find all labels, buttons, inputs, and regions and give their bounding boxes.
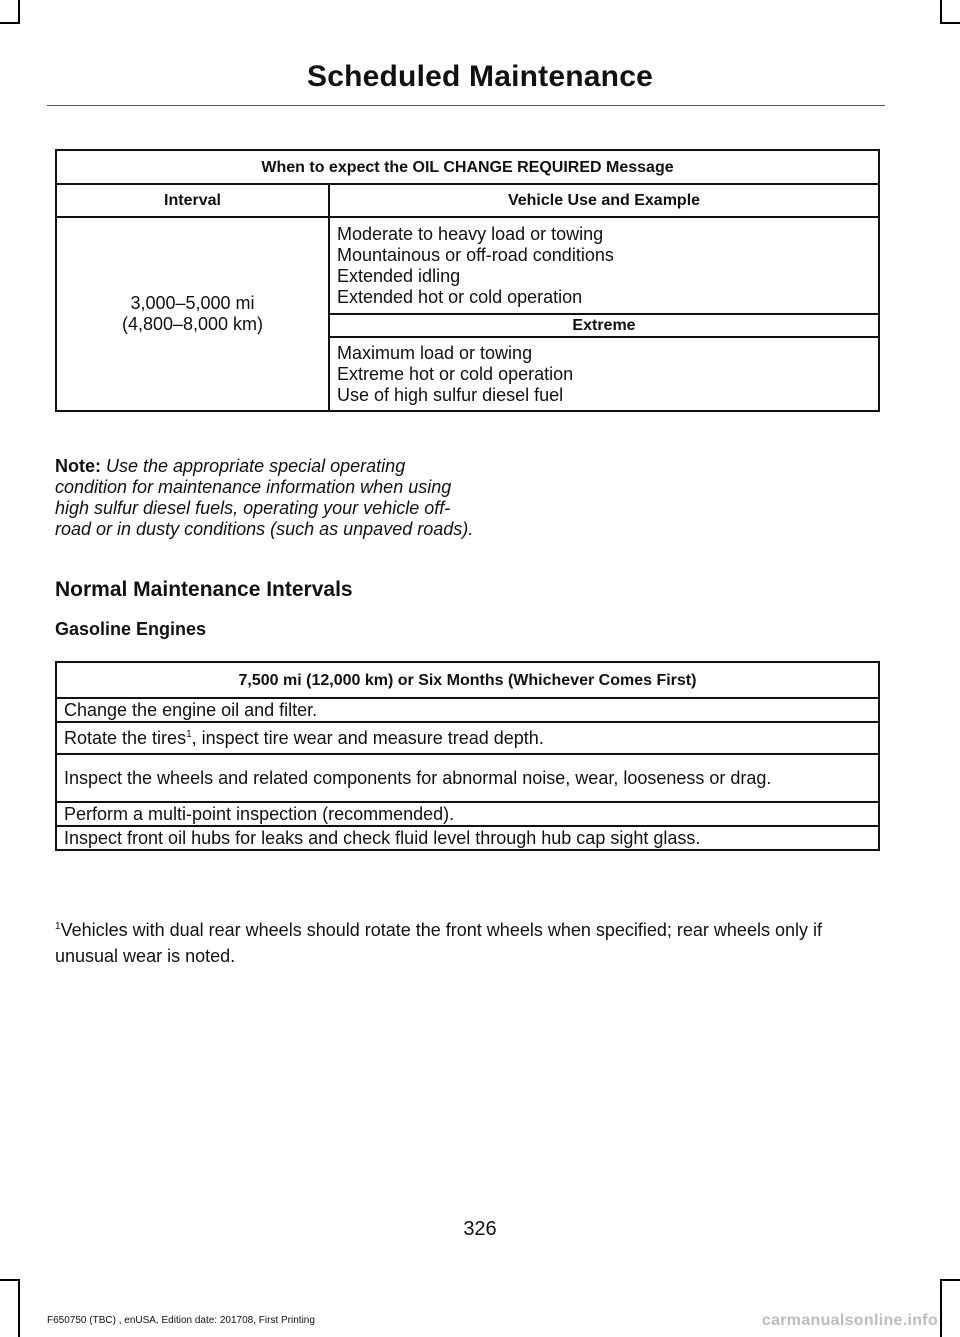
condition-item: Maximum load or towing — [337, 342, 533, 363]
page-title: Scheduled Maintenance — [307, 60, 653, 93]
condition-item: Extended hot or cold operation — [337, 286, 583, 307]
note — [55, 456, 475, 540]
crop-mark — [940, 1279, 960, 1281]
subsection-heading: Gasoline Engines — [55, 619, 207, 639]
maintenance-item — [56, 722, 879, 754]
page-number: 326 — [463, 1218, 497, 1240]
extreme-conditions-cell — [329, 337, 879, 411]
maintenance-item: Change the engine oil and filter. — [56, 698, 879, 722]
table-caption: When to expect the OIL CHANGE REQUIRED Message — [56, 150, 879, 184]
extreme-subheader: Extreme — [329, 314, 879, 337]
condition-item: Use of high sulfur diesel fuel — [337, 384, 564, 405]
footnote-text: Vehicles with dual rear wheels should rotate the front wheels when specified; rear wheels only if unusual wear is noted. — [55, 920, 822, 966]
note-label: Note: — [55, 456, 101, 476]
oil-change-table — [55, 149, 880, 412]
crop-mark — [18, 1279, 20, 1337]
footnote-marker: 1 — [55, 921, 61, 932]
maintenance-item: Inspect front oil hubs for leaks and check fluid level through hub cap sight glass. — [56, 826, 879, 850]
maintenance-item-text: , inspect tire wear and measure tread depth. — [191, 727, 544, 748]
crop-mark — [0, 1279, 20, 1281]
severe-conditions-cell — [329, 217, 879, 314]
interval-cell — [56, 217, 329, 411]
interval-miles: 3,000–5,000 mi — [130, 293, 255, 313]
interval-header: 7,500 mi (12,000 km) or Six Months (Whichever Comes First) — [56, 662, 879, 698]
maintenance-item: Inspect the wheels and related components for abnormal noise, wear, looseness or drag. — [56, 754, 879, 802]
crop-mark — [940, 0, 942, 24]
condition-item: Extended idling — [337, 265, 461, 286]
crop-mark — [18, 0, 20, 24]
crop-mark — [940, 22, 960, 24]
column-header-vehicle-use: Vehicle Use and Example — [329, 184, 879, 217]
footnote — [55, 917, 885, 969]
condition-item: Mountainous or off-road conditions — [337, 244, 614, 265]
maintenance-item: Perform a multi-point inspection (recommended). — [56, 802, 879, 826]
interval-km: (4,800–8,000 km) — [121, 314, 264, 334]
section-heading: Normal Maintenance Intervals — [55, 578, 353, 601]
edition-info: F650750 (TBC) , enUSA, Edition date: 201708, First Printing — [47, 1315, 315, 1326]
watermark: carmanualsonline.info — [761, 1312, 938, 1329]
crop-mark — [0, 22, 20, 24]
note-text: Use the appropriate special operating condition for maintenance information when using high sulfur diesel fuels, operating your vehicle off-road or in dusty conditions (such as unpaved roads). — [55, 456, 474, 539]
column-header-interval: Interval — [56, 184, 329, 217]
footnote-ref: 1 — [186, 728, 192, 740]
title-divider — [47, 105, 885, 106]
condition-item: Moderate to heavy load or towing — [337, 223, 604, 244]
crop-mark — [940, 1279, 942, 1337]
condition-item: Extreme hot or cold operation — [337, 363, 574, 384]
gasoline-maintenance-table — [55, 661, 880, 851]
maintenance-item-text: Rotate the tires — [64, 727, 187, 748]
